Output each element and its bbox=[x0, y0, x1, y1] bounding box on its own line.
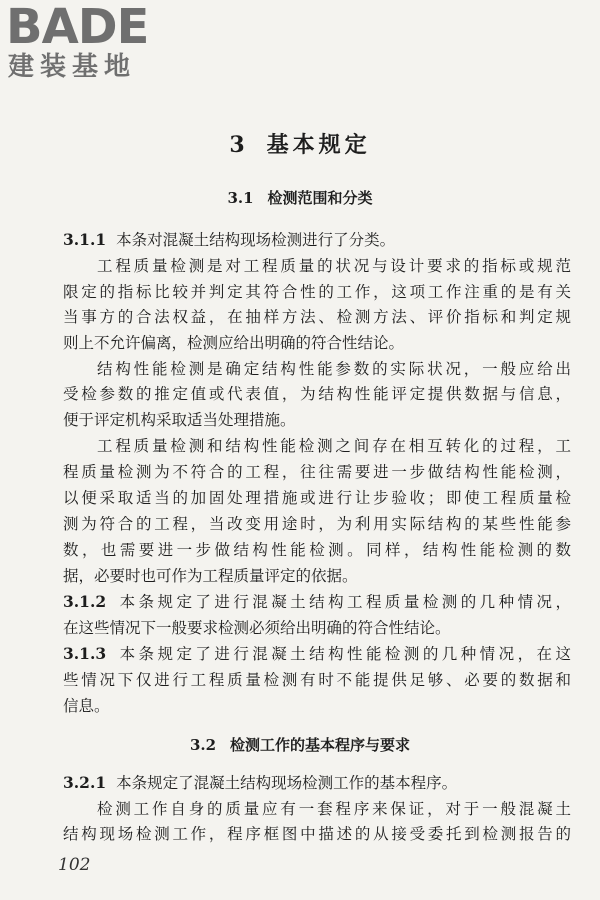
page-number: 102 bbox=[58, 855, 91, 875]
paragraph-line: 3.1.3 本条规定了进行混凝土结构性能检测的几种情况，在这 bbox=[63, 644, 571, 663]
paragraph-line: 些情况下仅进行工程质量检测有时不能提供足够、必要的数据和 bbox=[63, 671, 571, 689]
paragraph-line: 当事方的合法权益，在抽样方法、检测方法、评价指标和判定规 bbox=[63, 308, 571, 326]
clause-number: 3.1.2 bbox=[63, 592, 107, 611]
logo-subtitle: 建装基地 bbox=[8, 52, 137, 82]
site-logo bbox=[6, 2, 176, 84]
chapter-title-text: 基本规定 bbox=[266, 132, 371, 158]
section-title-3-2 bbox=[0, 734, 600, 756]
chapter-title bbox=[0, 128, 600, 162]
paragraph-line: 以便采取适当的加固处理措施或进行让步验收；即使工程质量检 bbox=[63, 489, 571, 507]
paragraph-line: 3.2.1 本条规定了混凝土结构现场检测工作的基本程序。 bbox=[63, 773, 458, 792]
clause-number: 3.1.3 bbox=[63, 644, 107, 663]
section-number: 3.1 bbox=[227, 189, 254, 207]
paragraph-line: 结构现场检测工作，程序框图中描述的从接受委托到检测报告的 bbox=[63, 825, 571, 843]
paragraph-line: 信息。 bbox=[63, 697, 110, 715]
paragraph-line: 限定的指标比较并判定其符合性的工作，这项工作注重的是有关 bbox=[63, 283, 571, 301]
paragraph-line: 据，必要时也可作为工程质量评定的依据。 bbox=[63, 567, 358, 585]
section-number: 3.2 bbox=[189, 736, 217, 754]
clause-number: 3.1.1 bbox=[63, 230, 107, 249]
section-title-3-1 bbox=[0, 187, 600, 209]
paragraph-line: 3.1.1 本条对混凝土结构现场检测进行了分类。 bbox=[63, 230, 396, 249]
paragraph-line: 受检参数的推定值或代表值，为结构性能评定提供数据与信息， bbox=[63, 385, 571, 403]
paragraph-line: 结构性能检测是确定结构性能参数的实际状况，一般应给出 bbox=[97, 360, 571, 378]
paragraph-line: 在这些情况下一般要求检测必须给出明确的符合性结论。 bbox=[63, 619, 451, 637]
section-title-text: 检测范围和分类 bbox=[267, 189, 373, 207]
paragraph-line: 则上不允许偏离，检测应给出明确的符合性结论。 bbox=[63, 334, 405, 352]
logo-wordmark: BADE bbox=[6, 0, 149, 55]
paragraph-line: 检测工作自身的质量应有一套程序来保证，对于一般混凝土 bbox=[97, 800, 571, 818]
paragraph-line: 便于评定机构采取适当处理措施。 bbox=[63, 411, 296, 429]
paragraph-line: 程质量检测为不符合的工程，往往需要进一步做结构性能检测， bbox=[63, 463, 571, 481]
paragraph-line: 数，也需要进一步做结构性能检测。同样，结构性能检测的数 bbox=[63, 541, 571, 559]
chapter-number: 3 bbox=[229, 132, 249, 158]
paragraph-line: 工程质量检测和结构性能检测之间存在相互转化的过程，工 bbox=[97, 437, 571, 455]
section-title-text: 检测工作的基本程序与要求 bbox=[230, 736, 411, 754]
paragraph-line: 工程质量检测是对工程质量的状况与设计要求的指标或规范 bbox=[97, 257, 571, 275]
paragraph-line: 3.1.2 本条规定了进行混凝土结构工程质量检测的几种情况， bbox=[63, 592, 571, 611]
paragraph-line: 测为符合的工程，当改变用途时，为利用实际结构的某些性能参 bbox=[63, 515, 571, 533]
clause-number: 3.2.1 bbox=[63, 773, 107, 792]
